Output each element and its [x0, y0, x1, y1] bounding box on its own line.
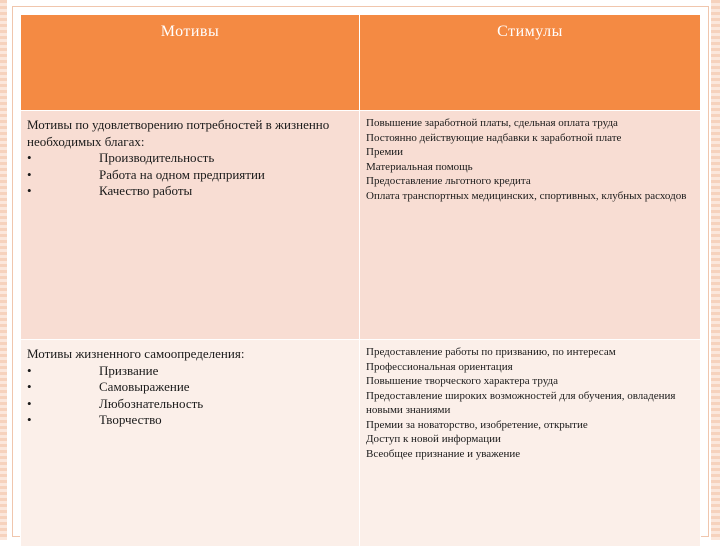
left-decorative-border — [0, 0, 7, 540]
header-motives: Мотивы — [21, 15, 360, 111]
motive-title: Мотивы жизненного самоопределения: — [27, 346, 245, 361]
bullet-icon: • — [27, 362, 32, 378]
motives-cell — [21, 111, 360, 340]
stimulus-item: Предоставление широких возможностей для обучения, овладения новыми знаниями — [366, 389, 676, 416]
stimuli-cell — [360, 111, 701, 340]
stimulus-item: Профессиональная ориентация — [366, 360, 513, 373]
bullet-icon: • — [27, 150, 32, 165]
stimulus-item: Доступ к новой информации — [366, 433, 501, 445]
stimulus-item: Повышение творческого характера труда — [366, 375, 559, 387]
motive-item: • Призвание — [27, 362, 159, 378]
stimulus-item: Премии за новаторство, изобретение, открытие — [366, 418, 588, 431]
motive-item: • Качество работы — [27, 183, 193, 198]
stimulus-item: Повышение заработной платы, сдельная оплата труда — [366, 117, 618, 129]
bullet-icon: • — [27, 379, 32, 394]
bullet-icon: • — [27, 395, 32, 411]
stimulus-item: Предоставление льготного кредита — [366, 175, 531, 187]
motive-item: • Производительность — [27, 150, 215, 165]
motive-item: • Творчество — [27, 412, 162, 427]
stimulus-item: Материальная помощь — [366, 160, 473, 173]
stimulus-item: Премии — [366, 146, 404, 158]
motive-item: • Любознательность — [27, 395, 204, 411]
motive-item: • Самовыражение — [27, 379, 190, 394]
header-stimuli: Стимулы — [360, 15, 701, 111]
motive-title: Мотивы по удовлетворению потребностей в жизненно необходимых благах: — [27, 117, 330, 149]
right-decorative-border — [711, 0, 720, 540]
table-row — [21, 111, 701, 340]
stimulus-item: Всеобщее признание и уважение — [366, 447, 521, 460]
motive-item: • Работа на одном предприятии — [27, 166, 265, 182]
motives-cell — [21, 340, 360, 547]
bullet-icon: • — [27, 183, 32, 198]
bullet-icon: • — [27, 166, 32, 182]
bullet-icon: • — [27, 412, 32, 427]
table-row — [21, 340, 701, 547]
stimulus-item: Постоянно действующие надбавки к заработной плате — [366, 131, 622, 144]
stimuli-cell — [360, 340, 701, 547]
stimulus-item: Оплата транспортных медицинских, спортивных, клубных расходов — [366, 189, 687, 202]
stimulus-item: Предоставление работы по призванию, по интересам — [366, 346, 616, 358]
motives-stimuli-table — [20, 14, 701, 547]
